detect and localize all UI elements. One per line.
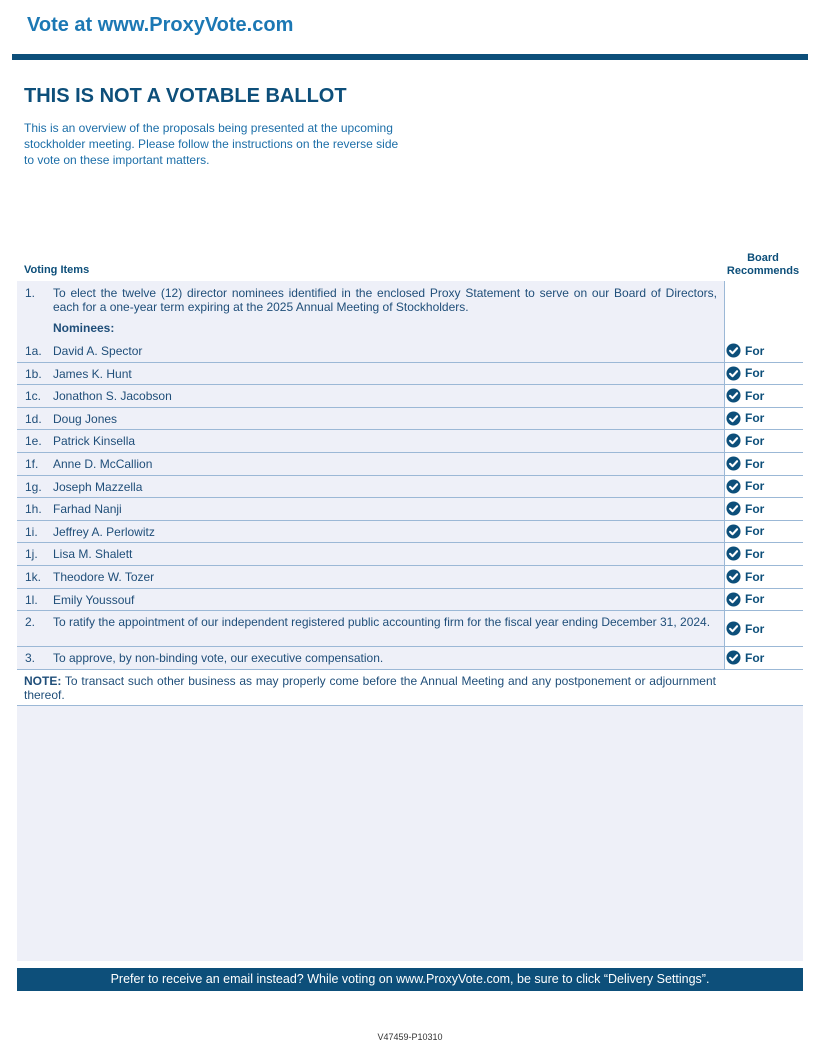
nominee-name: Jeffrey A. Perlowitz [53, 524, 155, 539]
nominee-number: 1a. [25, 344, 42, 358]
nominee-number: 1h. [25, 502, 42, 517]
nominee-rec-label: For [745, 388, 765, 403]
check-circle-icon [726, 650, 741, 665]
nominee-rec-label: For [745, 411, 765, 426]
note-label: NOTE: [24, 674, 62, 688]
nominee-row [17, 453, 803, 476]
nominee-recommendation [726, 479, 764, 494]
proposal-3-text: To approve, by non-binding vote, our executive compensation. [53, 651, 384, 665]
header-divider [12, 54, 808, 60]
check-circle-icon [726, 366, 741, 381]
board-recommends-header [722, 252, 804, 278]
nominee-number: 1k. [25, 570, 42, 584]
proposal-2-row [17, 610, 803, 647]
nominee-name: Doug Jones [53, 411, 118, 426]
check-circle-icon [726, 343, 741, 358]
nominee-rec-label: For [745, 569, 765, 584]
proposal-1-text: To elect the twelve (12) director nominees identified in the enclosed Proxy Statement to serve on our Board of Directors, each for a one-year term expiring at the 2025 Annual Meeting of Stockholders. [53, 286, 717, 314]
nominee-name: Jonathon S. Jacobson [53, 389, 172, 404]
nominee-row [17, 543, 803, 566]
nominee-number: 1c. [25, 389, 42, 404]
check-circle-icon [726, 479, 741, 494]
nominee-row [17, 476, 803, 499]
ballot-title: THIS IS NOT A VOTABLE BALLOT [24, 85, 347, 107]
note-text [24, 674, 716, 702]
proposal-2-number: 2. [25, 615, 36, 629]
proposal-3-recommendation [726, 650, 764, 665]
nominee-name: Anne D. McCallion [53, 457, 153, 471]
check-circle-icon [726, 388, 741, 403]
nominee-number: 1g. [25, 479, 42, 494]
check-circle-icon [726, 524, 741, 539]
nominee-number: 1f. [25, 457, 39, 471]
nominee-row [17, 589, 803, 612]
nominee-rec-label: For [745, 592, 765, 607]
nominee-row [17, 430, 803, 453]
nominee-name: Joseph Mazzella [53, 479, 143, 494]
nominee-recommendation [726, 411, 764, 426]
nominee-rec-label: For [745, 501, 765, 516]
board-header-line1: Board [747, 252, 779, 264]
nominee-recommendation [726, 524, 764, 539]
nominee-number: 1l. [25, 592, 38, 607]
nominee-rec-label: For [745, 546, 765, 561]
nominee-rec-label: For [745, 524, 765, 539]
voting-items-header: Voting Items [24, 264, 90, 276]
nominee-recommendation [726, 546, 764, 561]
proposal-3-rec-label: For [745, 650, 765, 665]
nominee-number: 1e. [25, 434, 42, 449]
nominee-row [17, 521, 803, 544]
proposal-3-number: 3. [25, 651, 36, 665]
nominee-recommendation [726, 433, 764, 448]
nominee-recommendation [726, 343, 764, 358]
nominee-row [17, 408, 803, 431]
check-circle-icon [726, 546, 741, 561]
nominee-recommendation [726, 366, 764, 381]
note-body: To transact such other business as may properly come before the Annual Meeting and any postponement or adjournment thereof. [24, 674, 716, 702]
delivery-settings-banner: Prefer to receive an email instead? While voting on www.ProxyVote.com, be sure to click “Delivery Settings”. [17, 968, 803, 991]
proposal-1-number: 1. [25, 286, 36, 300]
nominee-name: David A. Spector [53, 344, 143, 358]
nominee-name: Patrick Kinsella [53, 434, 136, 449]
header-title: Vote at www.ProxyVote.com [27, 14, 294, 36]
proposal-2-text: To ratify the appointment of our independent registered public accounting firm for the fiscal year ending December 31, 2024. [53, 615, 711, 629]
nominee-name: James K. Hunt [53, 366, 132, 381]
nominee-name: Lisa M. Shalett [53, 547, 133, 562]
nominee-recommendation [726, 456, 764, 471]
proposal-3-row [17, 647, 803, 670]
nominee-number: 1i. [25, 524, 38, 539]
nominee-name: Farhad Nanji [53, 502, 122, 517]
nominee-name: Emily Youssouf [53, 592, 135, 607]
check-circle-icon [726, 621, 741, 636]
check-circle-icon [726, 592, 741, 607]
nominees-label: Nominees: [53, 321, 115, 335]
board-header-line2: Recommends [726, 265, 800, 277]
proposal-2-rec-label: For [745, 621, 765, 636]
nominee-row [17, 566, 803, 589]
intro-text: This is an overview of the proposals being presented at the upcoming stockholder meeting. Please follow the instructions on the reverse side to vote on these important matters. [24, 121, 399, 167]
nominee-row [17, 363, 803, 386]
nominee-recommendation [726, 569, 764, 584]
check-circle-icon [726, 411, 741, 426]
nominee-row [17, 385, 803, 408]
nominee-rec-label: For [745, 366, 765, 381]
nominee-rec-label: For [745, 456, 765, 471]
nominee-number: 1b. [25, 366, 42, 381]
check-circle-icon [726, 456, 741, 471]
check-circle-icon [726, 433, 741, 448]
nominee-number: 1d. [25, 411, 42, 426]
nominee-row [17, 498, 803, 521]
nominee-number: 1j. [25, 547, 38, 562]
nominee-rec-label: For [745, 433, 765, 448]
nominee-recommendation [726, 388, 764, 403]
document-code: V47459-P10310 [377, 1032, 443, 1042]
nominee-rec-label: For [745, 479, 765, 494]
check-circle-icon [726, 501, 741, 516]
check-circle-icon [726, 569, 741, 584]
nominee-row [17, 340, 803, 363]
proposal-2-recommendation [726, 621, 764, 636]
nominee-recommendation [726, 592, 764, 607]
nominee-recommendation [726, 501, 764, 516]
nominee-rec-label: For [745, 343, 765, 358]
nominee-name: Theodore W. Tozer [53, 570, 155, 584]
